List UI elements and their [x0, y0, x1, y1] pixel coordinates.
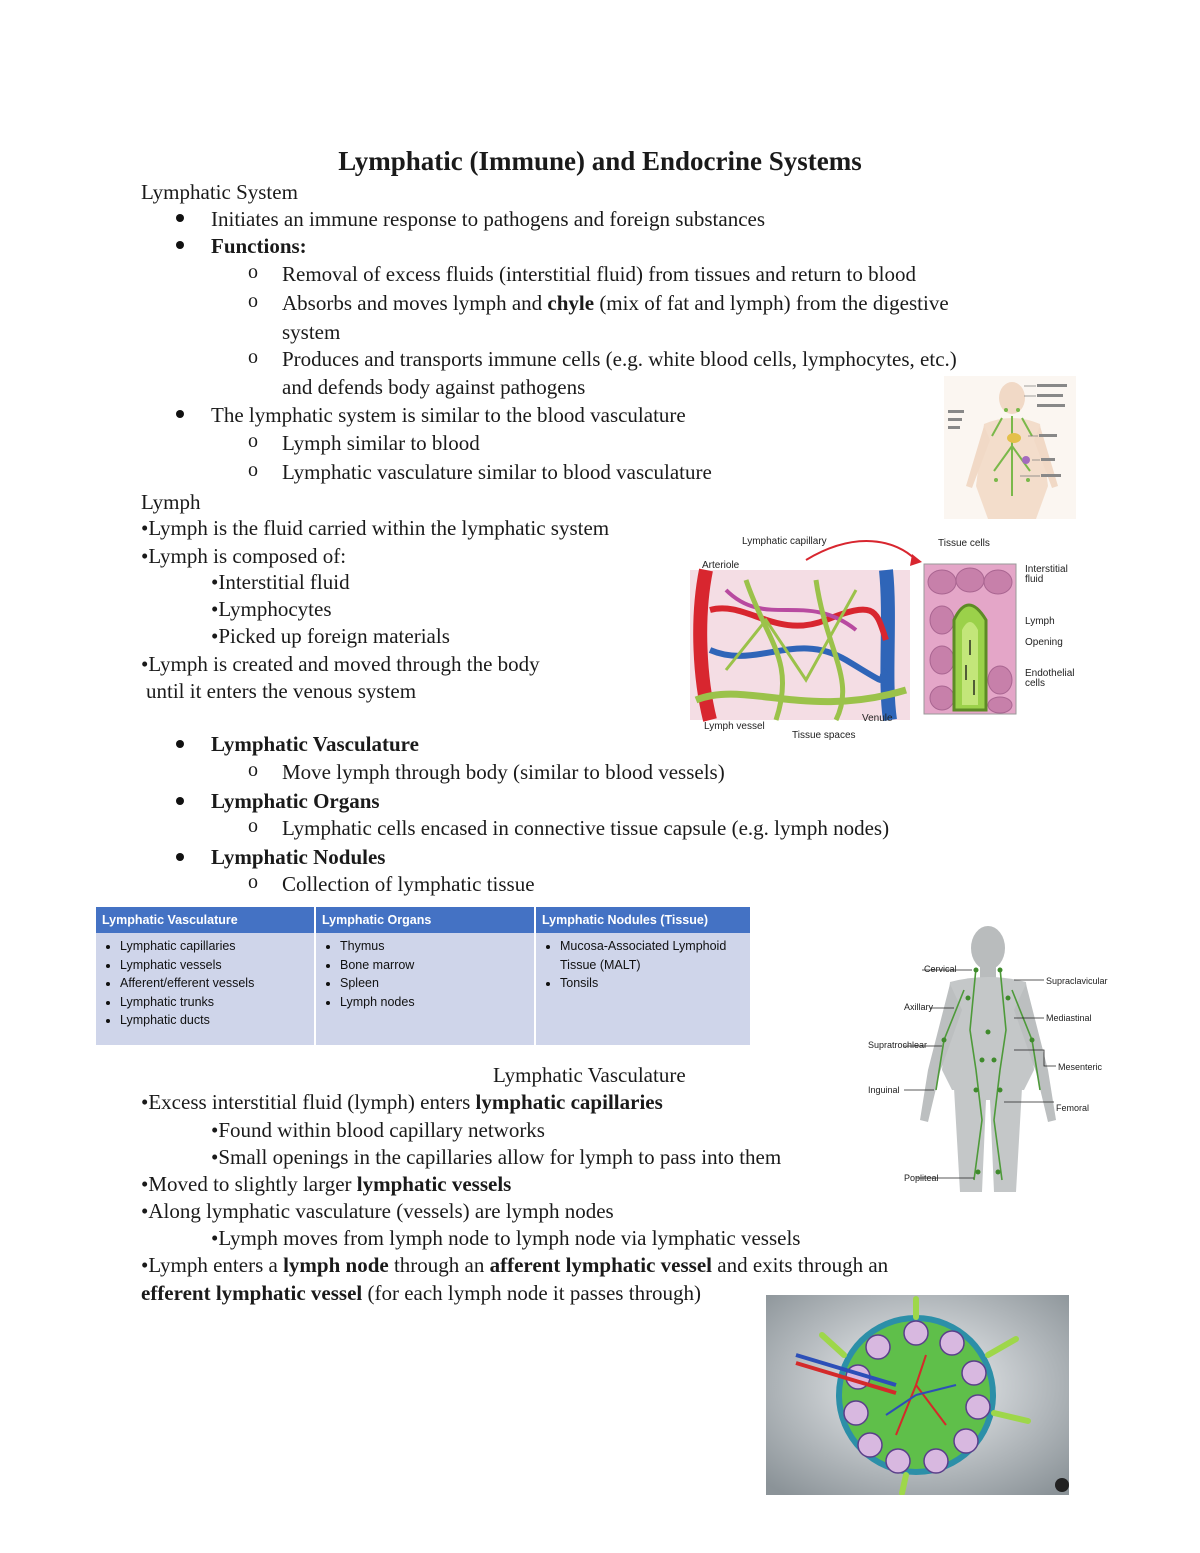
text-run: through an: [388, 1253, 490, 1277]
sub-bullet-text: Lymphatic vasculature similar to blood vasculature: [282, 460, 712, 484]
sub-bullet-icon: o: [248, 871, 258, 893]
table-header-row: [96, 907, 751, 933]
vasc-subline: •Lymph moves from lymph node to lymph node via lymphatic vessels: [211, 1226, 801, 1250]
list-item: • Afferent/efferent vessels: [120, 974, 308, 993]
label-tissue-spaces: Tissue spaces: [792, 730, 856, 741]
bullet-text-lymphatic-nodules: Lymphatic Nodules: [211, 845, 386, 869]
label-tissue-cells: Tissue cells: [938, 538, 990, 549]
lymph-subitem: •Picked up foreign materials: [211, 624, 450, 648]
text-run: •Lymph enters a: [141, 1253, 284, 1277]
list-item: • Bone marrow: [340, 956, 528, 975]
lymph-line: •Lymph is created and moved through the body: [141, 652, 540, 676]
label-opening: Opening: [1025, 637, 1063, 648]
label-femoral: Femoral: [1056, 1103, 1090, 1113]
sub-bullet-text: Removal of excess fluids (interstitial fluid) from tissues and return to blood: [282, 262, 916, 286]
vasc-line: [141, 1280, 701, 1307]
bullet-text: Initiates an immune response to pathogens and foreign substances: [211, 207, 766, 231]
table-cell-organs: [315, 933, 535, 1045]
vasc-line: [141, 1252, 888, 1279]
bullet-text-functions: Functions:: [211, 234, 307, 258]
label-supratrochlear: Supratrochlear: [868, 1040, 928, 1050]
list-item: • Lymphatic capillaries: [120, 937, 308, 956]
sub-bullet-icon: o: [248, 430, 258, 452]
sub-bullet-text-cont: system: [282, 320, 341, 344]
label-mesenteric: Mesenteric: [1058, 1062, 1103, 1072]
bold-term: afferent lymphatic vessel: [489, 1253, 713, 1277]
sub-bullet-icon: o: [248, 346, 258, 368]
label-popliteal: Popliteal: [904, 1173, 939, 1183]
lymph-line: •Lymph is composed of:: [141, 544, 347, 568]
list-item: • Lymph nodes: [340, 993, 528, 1012]
vasc-line: [141, 1171, 511, 1198]
bullet-text: The lymphatic system is similar to the blood vasculature: [211, 403, 686, 427]
section-heading-lymphatic-system: Lymphatic System: [141, 180, 298, 204]
section-heading-lymphatic-vasculature: Lymphatic Vasculature: [493, 1063, 686, 1087]
list-item: • Mucosa-Associated Lymphoid Tissue (MALT): [560, 937, 744, 974]
label-lymphatic-capillary: Lymphatic capillary: [742, 536, 827, 547]
sub-bullet-icon: o: [248, 290, 258, 312]
sub-bullet-text: [282, 290, 949, 317]
table-cell-vasculature: [96, 933, 315, 1045]
label-venule: Venule: [862, 713, 893, 724]
table-header: Lymphatic Vasculature: [96, 907, 315, 933]
page-title: Lymphatic (Immune) and Endocrine Systems: [338, 146, 862, 176]
lymph-line: until it enters the venous system: [146, 679, 417, 703]
sub-bullet-icon: o: [248, 459, 258, 481]
table-cell-nodules: [535, 933, 751, 1045]
text-run: Absorbs and moves lymph and: [282, 291, 548, 315]
label-mediastinal: Mediastinal: [1046, 1013, 1092, 1023]
table-header: Lymphatic Nodules (Tissue): [535, 907, 751, 933]
vasc-subline: •Found within blood capillary networks: [211, 1118, 545, 1142]
sub-bullet-text: Lymph similar to blood: [282, 431, 480, 455]
bold-term: lymph node: [283, 1253, 389, 1277]
vasc-subline: •Small openings in the capillaries allow for lymph to pass into them: [211, 1145, 782, 1169]
bullet-text-lymphatic-vasculature: Lymphatic Vasculature: [211, 732, 419, 756]
bullet-icon: [176, 853, 184, 861]
label-inguinal: Inguinal: [868, 1085, 900, 1095]
sub-bullet-text: Lymphatic cells encased in connective tissue capsule (e.g. lymph nodes): [282, 816, 890, 840]
label-arteriole: Arteriole: [702, 560, 740, 571]
label-axillary: Axillary: [904, 1002, 934, 1012]
lymph-node-figure: [766, 1295, 1069, 1495]
text-run: •Moved to slightly larger: [141, 1172, 357, 1196]
list-item: • Lymphatic trunks: [120, 993, 308, 1012]
sub-bullet-icon: o: [248, 759, 258, 781]
body-lymph-nodes-figure: [864, 920, 1114, 1192]
sub-bullet-text: Collection of lymphatic tissue: [282, 872, 535, 896]
label-lymph: Lymph: [1025, 616, 1055, 627]
lymph-subitem: •Lymphocytes: [211, 597, 332, 621]
lymphatic-capillary-figure: [686, 530, 1086, 745]
body-lymphatic-figure-small: [944, 376, 1076, 519]
lymph-subitem: •Interstitial fluid: [211, 570, 350, 594]
sub-bullet-text: Move lymph through body (similar to blood vessels): [282, 760, 725, 784]
label-supraclavicular: Supraclavicular: [1046, 976, 1108, 986]
list-item: • Spleen: [340, 974, 528, 993]
vasc-line: [141, 1089, 663, 1116]
sub-bullet-icon: o: [248, 261, 258, 283]
sub-bullet-text-cont: and defends body against pathogens: [282, 375, 586, 399]
label-lymph-vessel: Lymph vessel: [704, 721, 765, 732]
list-item: • Thymus: [340, 937, 528, 956]
text-run: (for each lymph node it passes through): [362, 1281, 702, 1305]
text-run: (mix of fat and lymph) from the digestive: [594, 291, 949, 315]
list-item: • Tonsils: [560, 974, 744, 993]
bullet-icon: [176, 740, 184, 748]
table-header: Lymphatic Organs: [315, 907, 535, 933]
bullet-icon: [176, 241, 184, 249]
lymph-line: •Lymph is the fluid carried within the lymphatic system: [141, 516, 610, 540]
text-run: •Excess interstitial fluid (lymph) enters: [141, 1090, 476, 1114]
sub-bullet-icon: o: [248, 815, 258, 837]
list-item: • Lymphatic vessels: [120, 956, 308, 975]
bullet-text-lymphatic-organs: Lymphatic Organs: [211, 789, 380, 813]
bold-term: lymphatic vessels: [356, 1172, 512, 1196]
bullet-icon: [176, 214, 184, 222]
bullet-icon: [176, 797, 184, 805]
text-run: and exits through an: [712, 1253, 889, 1277]
section-heading-lymph: Lymph: [141, 490, 201, 514]
vasc-line: •Along lymphatic vasculature (vessels) are lymph nodes: [141, 1199, 614, 1223]
sub-bullet-text: Produces and transports immune cells (e.g. white blood cells, lymphocytes, etc.): [282, 347, 957, 371]
bold-term: lymphatic capillaries: [475, 1090, 663, 1114]
bold-term: efferent lymphatic vessel: [141, 1281, 363, 1305]
table-row: [96, 933, 751, 1045]
label-interstitial-fluid: Interstitial fluid: [1025, 564, 1068, 585]
label-endothelial-cells: Endothelial cells: [1025, 668, 1075, 689]
bullet-icon: [176, 410, 184, 418]
bold-term-chyle: chyle: [547, 291, 595, 315]
label-cervical: Cervical: [924, 964, 957, 974]
lymphatic-components-table: [96, 907, 752, 1045]
list-item: • Lymphatic ducts: [120, 1011, 308, 1030]
